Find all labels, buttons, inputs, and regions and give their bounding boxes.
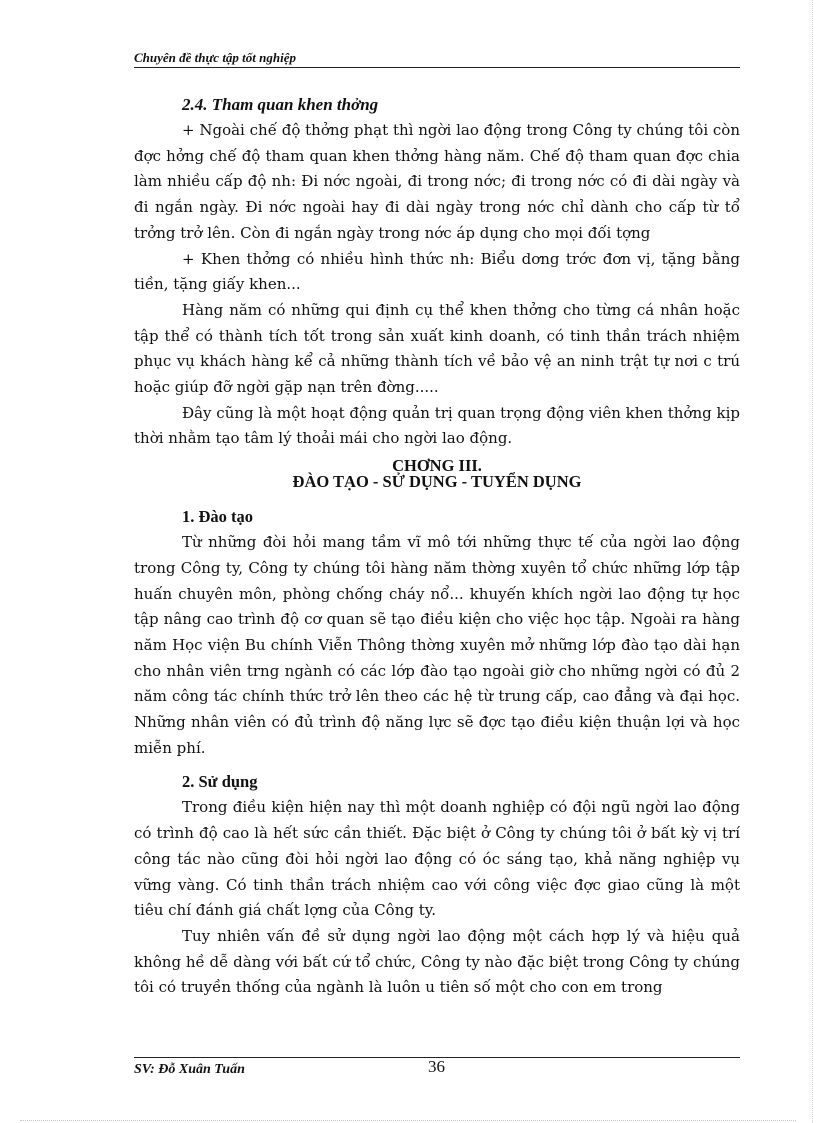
page-number: 36 — [428, 1057, 445, 1076]
section-1-heading: 1. Đào tạo — [182, 507, 254, 527]
footer-author: SV: Đỗ Xuân Tuấn — [134, 1062, 245, 1077]
paragraph: Từ những đòi hỏi mang tầm vĩ mô tới những thực tế của ngời lao động trong Công ty, Công ty chúng tôi hàng năm thờng xuyên tổ chức những lớp tập huấn chuyên môn, phòng chống cháy nổ... khuyến khích ngời lao động tự học tập nâng cao trình độ cơ quan sẽ tạo điều kiện cho việc học tập. Ngoài ra hàng năm Học viện Bu chính Viễn Thông thờng xuyên mở những lớp đào tạo dài hạn cho nhân viên trng ngành có các lớp đào tạo ngoài giờ cho những ngời có đủ 2 năm công tác chính thức trở lên theo các hệ từ trung cấp, cao đẳng và đại học. Những nhân viên có đủ trình độ năng lực sẽ đợc tạo điều kiện thuận lợi và học miễn phí. — [134, 533, 740, 757]
chapter-heading — [134, 458, 740, 490]
paragraph: Hàng năm có những qui định cụ thể khen thởng cho từng cá nhân hoặc tập thể có thành tích tốt trong sản xuất kinh doanh, có tinh thần trách nhiệm phục vụ khách hàng kể cả những thành tích về bảo vệ an ninh trật tự nơi c trú hoặc giúp đỡ ngời gặp nạn trên đờng..... — [134, 300, 740, 397]
paragraph: Đây cũng là một hoạt động quản trị quan trọng động viên khen thởng kịp thời nhằm tạo tâm lý thoải mái cho ngời lao động. — [134, 403, 740, 448]
chapter-title: CHƠNG III. — [392, 456, 482, 476]
page-edge-divider-right — [812, 0, 813, 1123]
running-header — [134, 50, 740, 68]
paragraph: Trong điều kiện hiện nay thì một doanh nghiệp có đội ngũ ngời lao động có trình độ cao là hết sức cần thiết. Đặc biệt ở Công ty chúng tôi ở bất kỳ vị trí công tác nào cũng đòi hỏi ngời lao động có óc sáng tạo, khả năng nghiệp vụ vững vàng. Có tinh thần trách nhiệm cao với công việc đợc giao cũng là một tiêu chí đánh giá chất lợng của Công ty. — [134, 798, 740, 920]
page-footer — [134, 1057, 740, 1078]
paragraph: Tuy nhiên vấn đề sử dụng ngời lao động một cách hợp lý và hiệu quả không hề dễ dàng với bất cứ tổ chức, Công ty nào đặc biệt trong Công ty chúng tôi có truyền thống của ngành là luôn u tiên số một cho con em trong — [134, 926, 740, 997]
paragraph: + Ngoài chế độ thởng phạt thì ngời lao động trong Công ty chúng tôi còn đợc hởng chế độ tham quan khen thởng hàng năm. Chế độ tham quan đợc chia làm nhiều cấp độ nh: Đi nớc ngoài, đi trong nớc; đi trong nớc có đi dài ngày và đi ngắn ngày. Đi nớc ngoài hay đi dài ngày trong nớc chỉ dành cho cấp từ tổ trởng trở lên. Còn đi ngắn ngày trong nớc áp dụng cho mọi đối tợng — [134, 121, 740, 242]
header-title: Chuyên đề thực tập tốt nghiệp — [134, 50, 296, 65]
section-2-heading: 2. Sử dụng — [182, 772, 258, 792]
paragraph: + Khen thởng có nhiều hình thức nh: Biểu dơng trớc đơn vị, tặng bằng tiền, tặng giấy khen... — [134, 249, 740, 294]
section-2-4-heading: 2.4. Tham quan khen thởng — [182, 95, 379, 114]
chapter-subtitle: ĐÀO TẠO - SỬ DỤNG - TUYỂN DỤNG — [292, 472, 582, 492]
page-body — [134, 92, 740, 1001]
page-edge-divider — [20, 1120, 796, 1121]
